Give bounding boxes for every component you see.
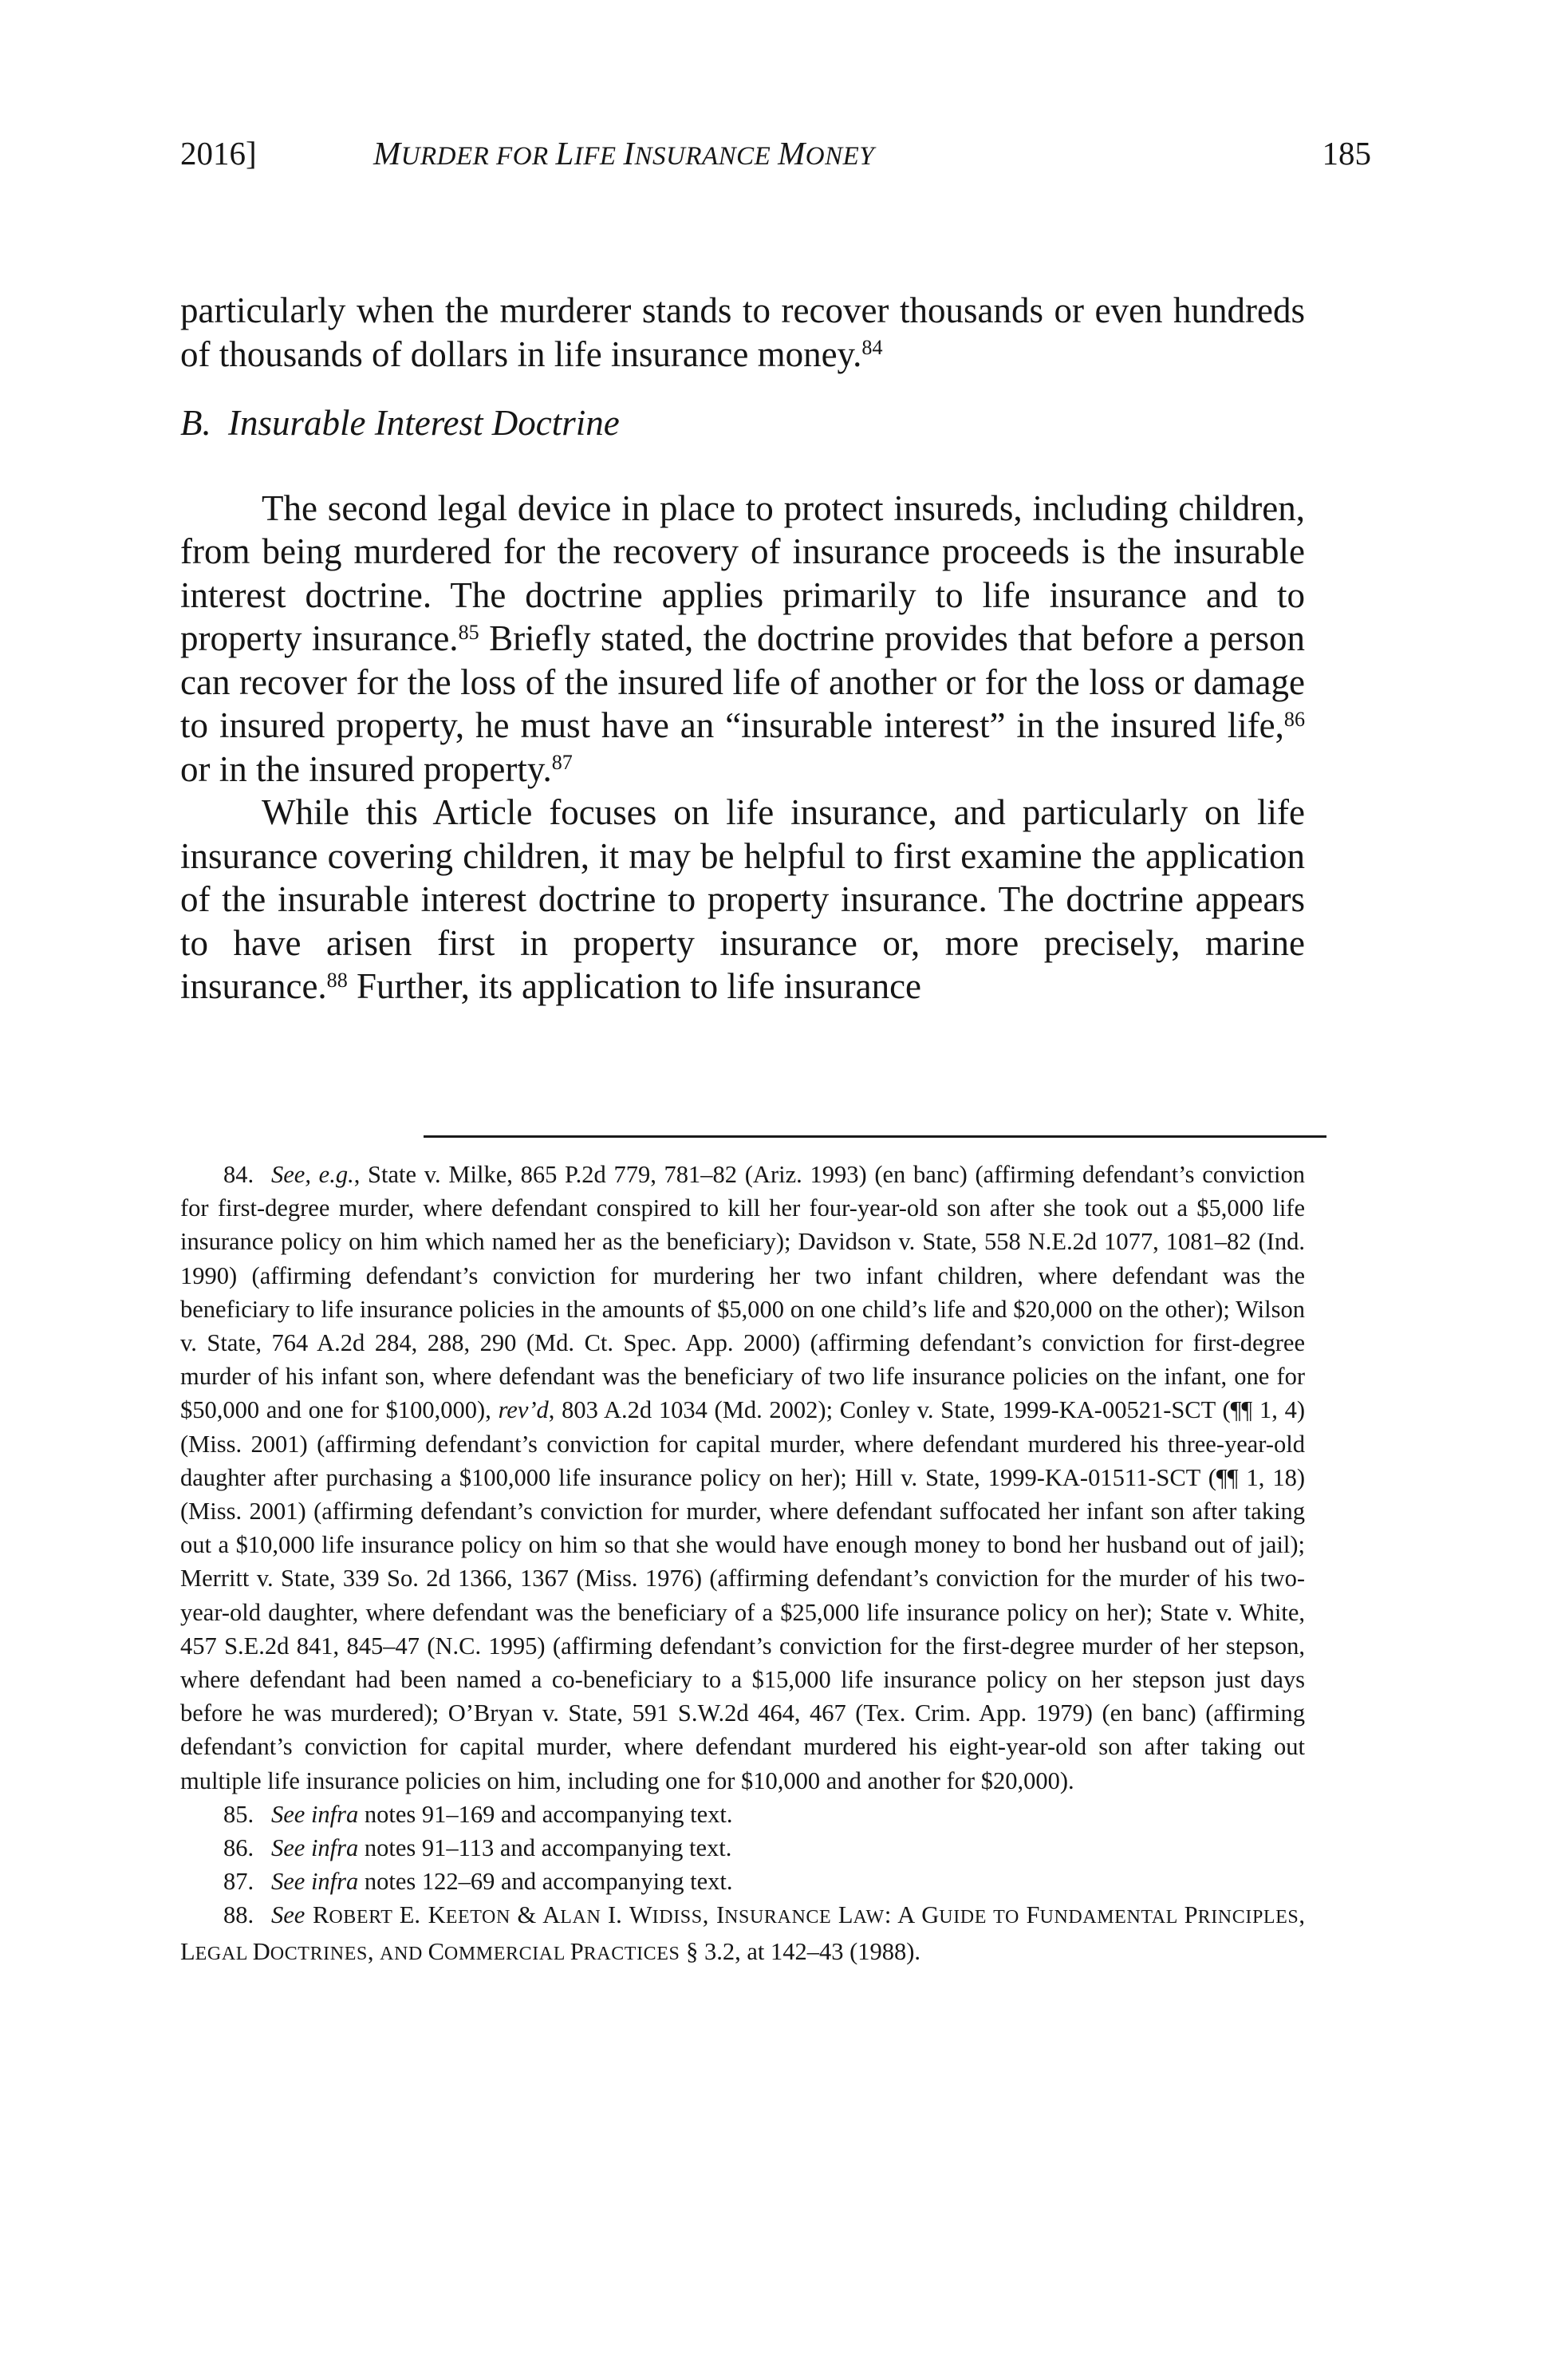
page-number: 185 — [1322, 135, 1371, 172]
section-title: Insurable Interest Doctrine — [228, 403, 620, 443]
citation-smallcaps: ROBERT E. KEETON & ALAN I. WIDISS, INSURANCE LAW: A GUIDE TO FUNDAMENTAL PRINCIPLES, LEGAL DOCTRINES, AND COMMERCIAL PRACTICES — [180, 1901, 1305, 1965]
footnotes — [180, 1158, 1305, 1971]
footnote-84: 84. See, e.g., State v. Milke, 865 P.2d 779, 781–82 (Ariz. 1993) (en banc) (affirming defendant’s conviction for first-degree murder, where defendant conspired to kill her four-year-old son after she took out a $5,000 life insurance policy on him which named her as the beneficiary); Davidson v. State, 558 N.E.2d 1077, 1081–82 (Ind. 1990) (affirming defendant’s conviction for murdering her two infant children, where defendant was the beneficiary to life insurance policies in the amounts of $5,000 on one child’s life and $20,000 on the other); Wilson v. State, 764 A.2d 284, 288, 290 (Md. Ct. Spec. App. 2000) (affirming defendant’s conviction for first-degree murder of his infant son, where defendant was the beneficiary of two life insurance policies on the infant, one for $50,000 and one for $100,000), rev’d, 803 A.2d 1034 (Md. 2002); Conley v. State, 1999-KA-00521-SCT (¶¶ 1, 4) (Miss. 2001) (affirming defendant’s conviction for capital murder, where defendant murdered his three-year-old daughter after purchasing a $100,000 life insurance policy on her); Hill v. State, 1999-KA-01511-SCT (¶¶ 1, 18) (Miss. 2001) (affirming defendant’s conviction for murder, where defendant suffocated her infant son after taking out a $10,000 life insurance policy on him so that she would have enough money to bond her husband out of jail); Merritt v. State, 339 So. 2d 1366, 1367 (Miss. 1976) (affirming defendant’s conviction for the murder of his two-year-old daughter, where defendant was the beneficiary of a $25,000 life insurance policy on her); State v. White, 457 S.E.2d 841, 845–47 (N.C. 1995) (affirming defendant’s conviction for the first-degree murder of her stepson, where defendant had been named a co-beneficiary to a $15,000 life insurance policy on her stepson just days before he was murdered); O’Bryan v. State, 591 S.W.2d 464, 467 (Tex. Crim. App. 1979) (en banc) (affirming defendant’s conviction for capital murder, where defendant murdered his eight-year-old son after taking out multiple life insurance policies on him, including one for $10,000 and another for $20,000). — [180, 1161, 1305, 1794]
paragraph-continued: particularly when the murderer stands to recover thousands or even hundreds of thousands of dollars in life insurance money.$^{84}$ — [180, 290, 1305, 374]
body-text — [180, 289, 1305, 1008]
footnote-ref-88[interactable]: 88 — [326, 968, 348, 992]
footnote-87: 87. See infra notes 122–69 and accompanying text. — [223, 1868, 733, 1896]
section-letter: B. — [180, 403, 211, 443]
footnote-ref-85[interactable]: 85 — [458, 620, 479, 644]
footnote-85: 85. See infra notes 91–169 and accompanying text. — [223, 1800, 733, 1828]
footnote-divider — [424, 1135, 1326, 1138]
footnote-ref-86[interactable]: 86 — [1283, 707, 1305, 731]
running-title: MURDER FOR LIFE INSURANCE MONEY — [373, 135, 875, 172]
footnote-ref-87[interactable]: 87 — [551, 751, 573, 775]
volume-year: 2016] — [180, 135, 257, 172]
running-header — [180, 134, 1377, 190]
paragraph-property-insurance: While this Article focuses on life insurance, and particularly on life insurance covering children, it may be helpful to first examine the application of the insurable interest doctrine to property insurance. The doctrine appears to have arisen first in property insurance or, more precisely, marine insurance.$^{88}$ Further, its application to life insurance — [180, 792, 1305, 1006]
footnote-88: 88. See ROBERT E. KEETON & ALAN I. WIDISS, INSURANCE LAW: A GUIDE TO FUNDAMENTAL PRINCIPLES, LEGAL DOCTRINES, AND COMMERCIAL PRACTICES § 3.2, at 142–43 (1988). — [180, 1901, 1305, 1965]
paragraph-insurable-interest: The second legal device in place to protect insureds, including children, from being murdered for the recovery of insurance proceeds is the insurable interest doctrine. The doctrine applies primarily to life insurance and to property insurance.$^{85}$ Briefly stated, the doctrine provides that before a person can recover for the loss of the insured life of another or for the loss or damage to insured property, he must have an “insurable interest” in the insured life,$^{86}$ or in the insured property.$^{87}$ — [180, 487, 1305, 789]
footnote-ref-84[interactable]: 84 — [861, 336, 883, 360]
footnote-86: 86. See infra notes 91–113 and accompanying text. — [223, 1834, 732, 1862]
section-heading — [180, 401, 1305, 445]
